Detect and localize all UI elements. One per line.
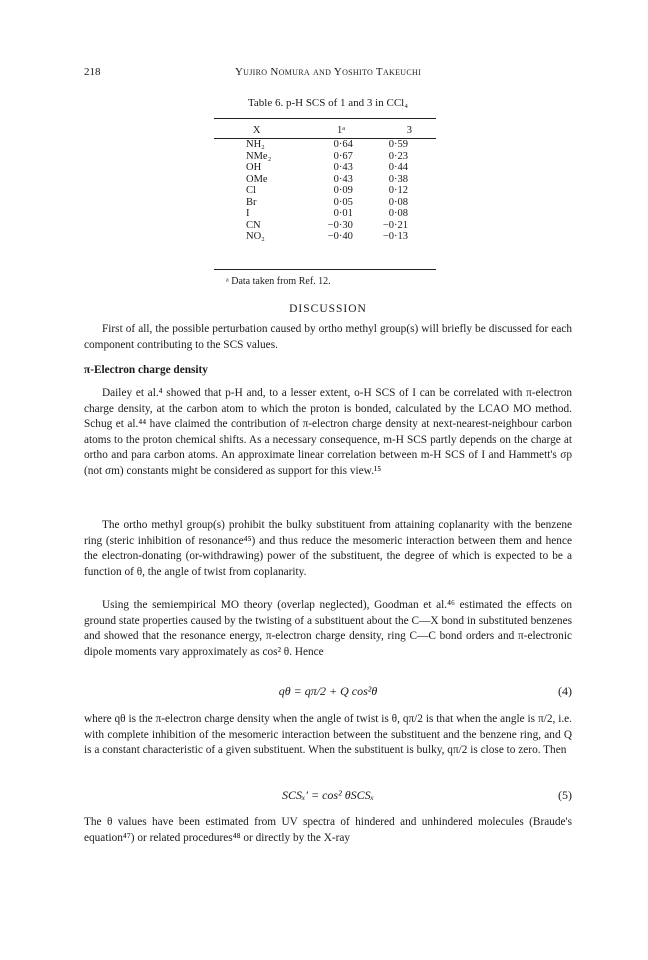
equation-5-body: SCSₓ′ = cos² θSCSₓ [281,788,375,802]
scs-table [214,121,436,243]
table-header-row [214,121,436,139]
scs-3-cell: 0·44 [388,162,408,173]
substituent-cell: OH [246,162,262,173]
table-footnote: ᵃ Data taken from Ref. 12. [226,276,331,287]
scs-3-cell: 0·08 [388,196,408,208]
table-row [214,208,436,220]
scs-1-cell: 0·64 [333,139,353,150]
page-number: 218 [84,66,101,78]
paragraph-ortho-methyl: The ortho methyl group(s) prohibit the bulky substituent from attaining coplanarity with the benzene ring (steric inhibition of resonance⁴⁵) and thus reduce the mesomeric interaction between them and hence the electron-donating (or-withdrawing) power of the substituent, the degree of which is expected to be a function of θ, the angle of twist from coplanarity. [84,519,572,578]
table-row [214,197,436,209]
scs-1-cell: 0·05 [333,196,353,208]
table-row [214,162,436,174]
substituent-cell: Br [246,196,257,208]
table-row [214,231,436,243]
substituent-cell: I [246,208,250,219]
scs-3-cell: 0·12 [388,185,408,196]
paragraph-definitions: where qθ is the π-electron charge density when the angle of twist is θ, qπ/2 is that when the angle is π/2, i.e. with complete inhibition of the mesomeric interaction between the substituent and the benzene ring, and Q is a constant characteristic of a given substituent. When the substituent is bulky, qπ/2 is close to zero. Then [84,713,572,756]
scs-3-cell: 0·38 [388,173,408,185]
scs-1-cell: 0·43 [333,173,353,185]
subsection-heading: π-Electron charge density [84,364,208,376]
scs-3-cell: 0·23 [388,150,408,162]
table-row [214,220,436,232]
section-heading: DISCUSSION [289,303,367,315]
scs-1-cell: −0·30 [327,219,353,231]
substituent-cell: NH₂ [246,139,265,150]
table-row [214,151,436,163]
column-header-x: X [252,124,261,136]
scs-1-cell: 0·01 [333,208,353,219]
table-row [214,139,436,151]
substituent-cell: CN [246,219,261,231]
equation-4-body: qθ = qπ/2 + Q cos²θ [278,684,378,698]
substituent-cell: NO₂ [246,231,265,242]
paragraph-theta-values: The θ values have been estimated from UV spectra of hindered and unhindered molecules (Braude's equation⁴⁷) or related procedures⁴⁸ or directly by the X-ray [84,816,572,844]
substituent-cell: OMe [246,173,268,185]
scs-3-cell: 0·08 [388,208,408,219]
equation-4-number: (4) [558,684,572,698]
substituent-cell: NMe₂ [246,150,272,162]
scs-1-cell: 0·67 [333,150,353,162]
table-top-rule [214,118,436,119]
scs-3-cell: −0·21 [382,219,408,231]
table-row [214,185,436,197]
paragraph-intro: First of all, the possible perturbation caused by ortho methyl group(s) will briefly be discussed for each component contributing to the SCS values. [84,323,572,351]
equation-5-number: (5) [558,788,572,802]
scs-3-cell: 0·59 [388,139,408,150]
scs-3-cell: −0·13 [382,231,408,242]
table-row [214,174,436,186]
column-header-1: 1ᵃ [337,124,346,136]
scs-1-cell: 0·09 [333,185,353,196]
scs-1-cell: −0·40 [327,231,353,242]
paragraph-goodman: Using the semiempirical MO theory (overlap neglected), Goodman et al.⁴⁶ estimated the effects on ground state properties caused by the twisting of a substituent about the C—X bond in substituted benzenes and showed that the resonance energy, π-electron charge density, ring C—C bond orders and π-electronic dipole moments vary approximately as cos² θ. Hence [84,599,572,658]
table-title: Table 6. p-H SCS of 1 and 3 in CCl₄ [247,97,409,109]
scs-1-cell: 0·43 [333,162,353,173]
table-bottom-rule [214,269,436,270]
table-body [214,139,436,243]
substituent-cell: Cl [246,185,256,196]
column-header-3: 3 [406,124,413,136]
running-title: Yujiro Nomura and Yoshito Takeuchi [234,66,422,78]
paragraph-charge-density: Dailey et al.⁴ showed that p-H and, to a lesser extent, o-H SCS of I can be correlated with π-electron charge density, at the carbon atom to which the proton is bonded, calculated by the LCAO MO method. Schug et al.⁴⁴ have claimed the contribution of π-electron charge density at next-nearest-neighbour carbon atoms to the proton chemical shifts. As a necessary consequence, m-H SCS partly depends on the charge at ortho and para carbon atoms. An approximate linear correlation between m-H SCS of I and Hammett's σp (not σm) constants might be considered as support for this view.¹⁵ [84,387,572,477]
table-header-rule [214,138,436,139]
